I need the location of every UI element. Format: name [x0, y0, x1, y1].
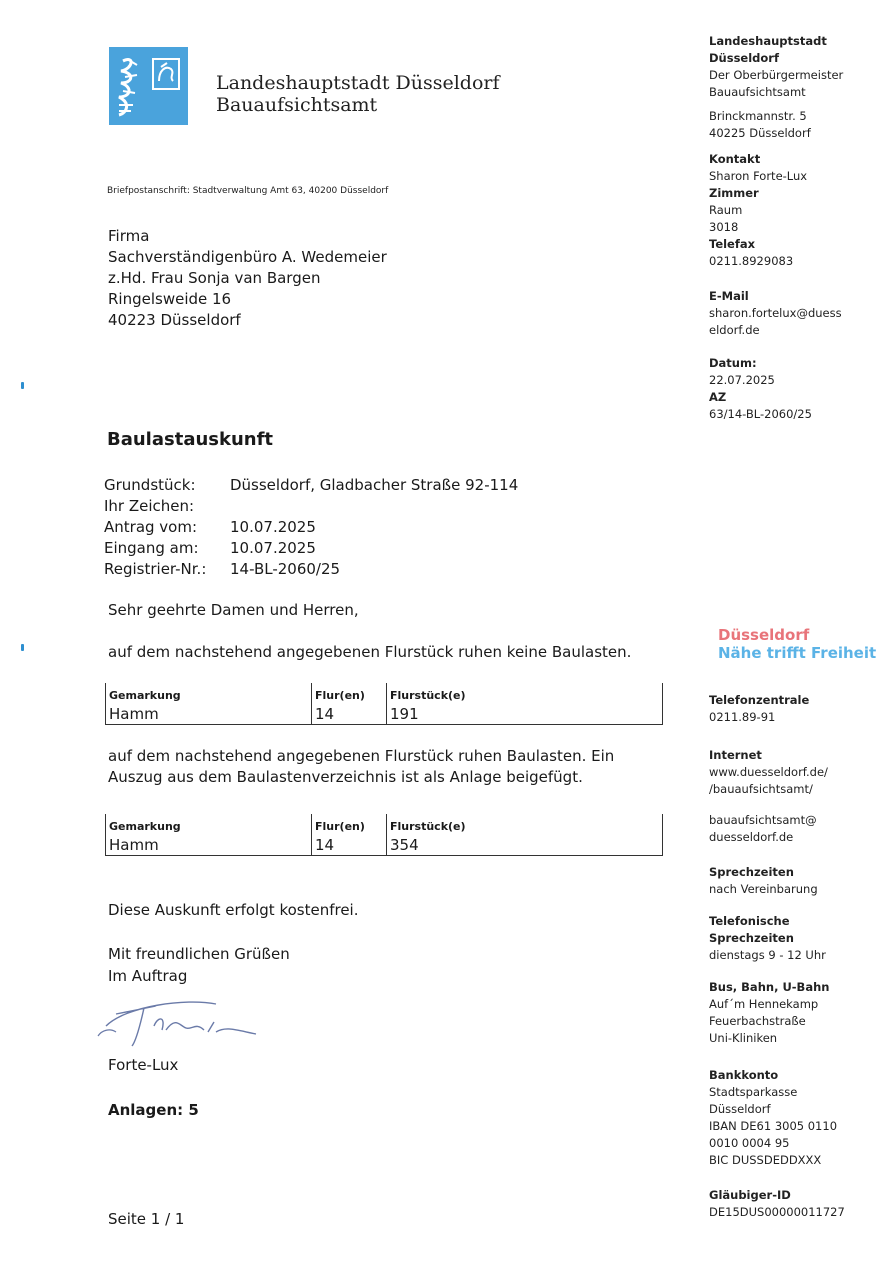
sprechzeiten-label: Sprechzeiten — [709, 865, 794, 879]
sidebar-city: 40225 Düsseldorf — [709, 126, 811, 140]
signer-name: Forte-Lux — [108, 1056, 179, 1074]
table-cell-flurstueck — [387, 683, 662, 724]
internet-line1[interactable]: www.duesseldorf.de/ — [709, 765, 828, 779]
header-gemarkung: Gemarkung — [109, 820, 181, 833]
recipient-address — [108, 226, 387, 331]
punch-mark — [21, 644, 24, 651]
meta-label: Antrag vom: — [104, 518, 198, 536]
header-flurstueck: Flurstück(e) — [390, 689, 466, 702]
bank-iban: IBAN DE61 3005 0110 — [709, 1119, 838, 1133]
table-cell-gemarkung — [106, 814, 312, 855]
sidebar-street: Brinckmannstr. 5 — [709, 109, 807, 123]
recipient-line: Sachverständigenbüro A. Wedemeier — [108, 248, 387, 266]
sidebar-org — [709, 33, 879, 101]
no-baulast-paragraph: auf dem nachstehend angegebenen Flurstück ruhen keine Baulasten. — [108, 643, 632, 661]
header-flur: Flur(en) — [315, 689, 365, 702]
meta-label: Eingang am: — [104, 539, 199, 557]
meta-value: 10.07.2025 — [230, 539, 316, 557]
brand-line2: Nähe trifft Freiheit — [718, 644, 877, 662]
office-mail-line2[interactable]: duesseldorf.de — [709, 830, 794, 844]
salutation: Sehr geehrte Damen und Herren, — [108, 601, 359, 619]
brand-line1: Düsseldorf — [718, 626, 810, 644]
table-cell-flurstueck — [387, 814, 662, 855]
meta-row — [104, 496, 518, 517]
internet-label: Internet — [709, 748, 762, 762]
glaeubiger-value: DE15DUS00000011727 — [709, 1205, 845, 1219]
datum-value: 22.07.2025 — [709, 373, 775, 387]
signature — [96, 986, 266, 1056]
telefon-label: Telefonzentrale — [709, 693, 810, 707]
city-emblem-icon — [109, 47, 188, 125]
sidebar-hours — [709, 864, 879, 898]
value-flurstueck: 191 — [390, 705, 419, 723]
header-flurstueck: Flurstück(e) — [390, 820, 466, 833]
closing-greeting: Mit freundlichen Grüßen — [108, 945, 290, 963]
telefax-label: Telefax — [709, 237, 756, 251]
meta-label: Grundstück: — [104, 476, 196, 494]
value-flur: 14 — [315, 705, 335, 723]
recipient-line: Ringelsweide 16 — [108, 290, 232, 308]
table-cell-flur — [312, 814, 387, 855]
transit-line2: Feuerbachstraße — [709, 1014, 806, 1028]
table-cell-flur — [312, 683, 387, 724]
email-line2[interactable]: eldorf.de — [709, 323, 760, 337]
meta-value: 10.07.2025 — [230, 518, 316, 536]
sidebar-phone — [709, 692, 879, 726]
bank-line2: Düsseldorf — [709, 1102, 771, 1116]
telefax-value: 0211.8929083 — [709, 254, 794, 268]
kontakt-label: Kontakt — [709, 152, 761, 166]
recipient-line: 40223 Düsseldorf — [108, 311, 241, 329]
parcel-table-baulast — [105, 814, 663, 856]
kontakt-name: Sharon Forte-Lux — [709, 169, 808, 183]
parcel-table-no-baulast — [105, 683, 663, 725]
reference-block — [104, 475, 518, 580]
sidebar-email — [709, 288, 879, 339]
fold-mark — [21, 382, 24, 389]
meta-label: Ihr Zeichen: — [104, 497, 195, 515]
email-line1[interactable]: sharon.fortelux@duess — [709, 306, 842, 320]
telefon-value: 0211.89-91 — [709, 710, 776, 724]
sidebar-address — [709, 108, 879, 142]
city-logo — [109, 47, 188, 125]
page-number: Seite 1 / 1 — [108, 1210, 185, 1228]
tel-sprechzeiten-value: dienstags 9 - 12 Uhr — [709, 948, 826, 962]
sidebar-org-l4: Bauaufsichtsamt — [709, 85, 806, 99]
sidebar-org-l3: Der Oberbürgermeister — [709, 68, 844, 82]
bank-bic: BIC DUSSDEDDXXX — [709, 1153, 822, 1167]
meta-row — [104, 559, 518, 580]
tel-sprechzeiten-label2: Sprechzeiten — [709, 931, 794, 945]
fee-note: Diese Auskunft erfolgt kostenfrei. — [108, 901, 359, 919]
meta-row — [104, 538, 518, 559]
sidebar-phone-hours — [709, 913, 879, 964]
closing-im-auftrag: Im Auftrag — [108, 967, 188, 985]
zimmer-label: Zimmer — [709, 186, 759, 200]
value-gemarkung: Hamm — [109, 836, 159, 854]
org-name-line1: Landeshauptstadt Düsseldorf — [216, 72, 500, 94]
zimmer-number: 3018 — [709, 220, 739, 234]
bank-iban-cont: 0010 0004 95 — [709, 1136, 790, 1150]
baulast-paragraph-line2: Auszug aus dem Baulastenverzeichnis ist als Anlage beigefügt. — [108, 768, 583, 786]
email-label: E-Mail — [709, 289, 749, 303]
transit-line3: Uni-Kliniken — [709, 1031, 778, 1045]
header-gemarkung: Gemarkung — [109, 689, 181, 702]
sidebar-internet — [709, 747, 879, 798]
sidebar-date — [709, 355, 879, 423]
bank-line1: Stadtsparkasse — [709, 1085, 798, 1099]
value-gemarkung: Hamm — [109, 705, 159, 723]
sidebar-transit — [709, 979, 879, 1047]
zimmer-value: Raum — [709, 203, 743, 217]
sidebar-bank — [709, 1067, 879, 1169]
office-mail-line1[interactable]: bauaufsichtsamt@ — [709, 813, 817, 827]
value-flurstueck: 354 — [390, 836, 419, 854]
meta-value: Düsseldorf, Gladbacher Straße 92-114 — [230, 476, 519, 494]
internet-line2[interactable]: /bauaufsichtsamt/ — [709, 782, 813, 796]
meta-value: 14-BL-2060/25 — [230, 560, 341, 578]
sidebar-creditor — [709, 1187, 879, 1221]
attachments: Anlagen: 5 — [108, 1101, 199, 1119]
signature-icon — [96, 986, 266, 1056]
datum-label: Datum: — [709, 356, 757, 370]
meta-row — [104, 475, 518, 496]
tel-sprechzeiten-label1: Telefonische — [709, 914, 790, 928]
meta-label: Registrier-Nr.: — [104, 560, 207, 578]
sidebar-contact — [709, 151, 879, 270]
table-cell-gemarkung — [106, 683, 312, 724]
header-flur: Flur(en) — [315, 820, 365, 833]
recipient-line: z.Hd. Frau Sonja van Bargen — [108, 269, 321, 287]
recipient-line: Firma — [108, 227, 150, 245]
value-flur: 14 — [315, 836, 335, 854]
sidebar-org-l1: Landeshauptstadt — [709, 34, 827, 48]
baulast-paragraph-line1: auf dem nachstehend angegebenen Flurstück ruhen Baulasten. Ein — [108, 747, 615, 765]
org-name-line2: Bauaufsichtsamt — [216, 94, 378, 116]
sprechzeiten-value: nach Vereinbarung — [709, 882, 818, 896]
transit-line1: Auf´m Hennekamp — [709, 997, 819, 1011]
subject: Baulastauskunft — [107, 429, 274, 450]
postal-address: Briefpostanschrift: Stadtverwaltung Amt 63, 40200 Düsseldorf — [107, 186, 389, 196]
bank-label: Bankkonto — [709, 1068, 779, 1082]
glaeubiger-label: Gläubiger-ID — [709, 1188, 791, 1202]
az-value: 63/14-BL-2060/25 — [709, 407, 812, 421]
meta-row — [104, 517, 518, 538]
sidebar-org-l2: Düsseldorf — [709, 51, 779, 65]
az-label: AZ — [709, 390, 727, 404]
org-name — [216, 72, 500, 116]
transit-label: Bus, Bahn, U-Bahn — [709, 980, 830, 994]
sidebar-mail — [709, 812, 879, 846]
